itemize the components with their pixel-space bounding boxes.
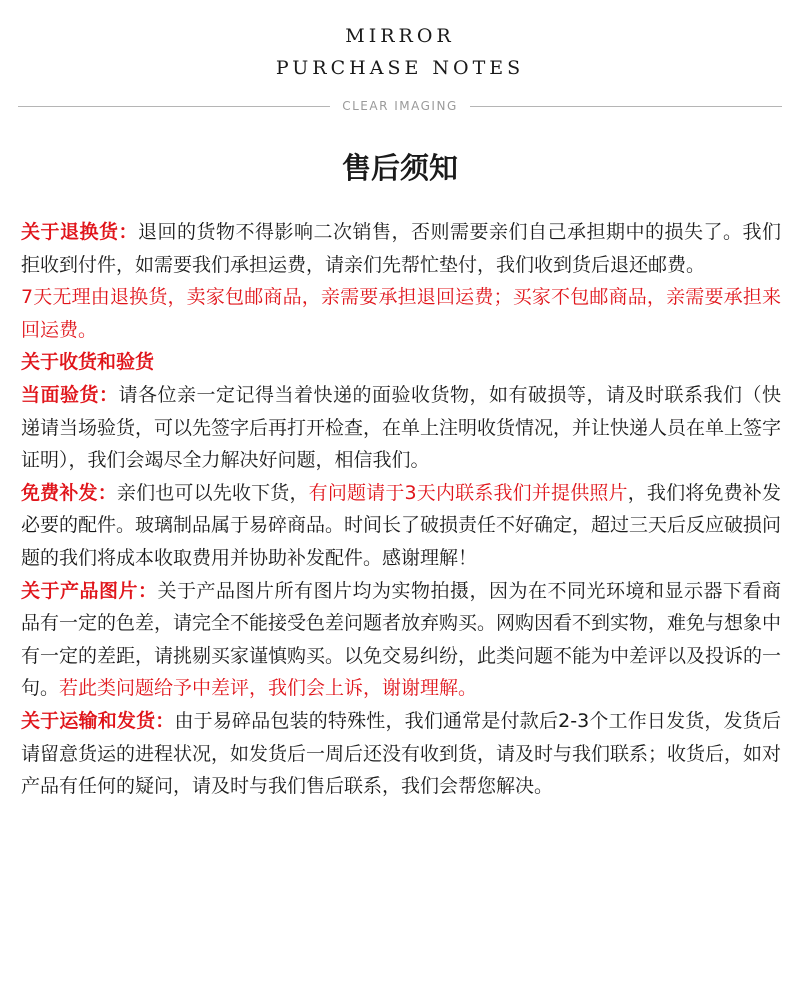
notes-content xyxy=(21,216,781,803)
shipping-body: 由于易碎品包装的特殊性，我们通常是付款后2-3个工作日发货，发货后请留意货运的进程状况，如发货后一周后还没有收到货，请及时与我们联系；收货后，如对产品有任何的疑问，请及时与我们售后联系，我们会帮您解决。 xyxy=(21,709,782,798)
reissue-heading: 免费补发： xyxy=(21,481,117,504)
inspection-section xyxy=(21,379,781,477)
brand-subtitle: PURCHASE NOTES xyxy=(275,57,525,79)
header-divider xyxy=(18,97,782,117)
shipping-heading: 关于运输和发货： xyxy=(21,709,175,732)
page-title: 售后须知 xyxy=(341,151,458,185)
returns-body: 退回的货物不得影响二次销售，否则需要亲们自己承担期中的损失了。我们拒收到付件，如需要我们承担运费，请亲们先帮忙垫付，我们收到货后退还邮费。 xyxy=(21,221,781,276)
images-highlight: 若此类问题给予中差评，我们会上诉，谢谢理解。 xyxy=(59,677,478,700)
shipping-section xyxy=(21,705,781,803)
reissue-section xyxy=(21,477,781,575)
receiving-heading: 关于收货和验货 xyxy=(21,351,155,374)
inspection-body: 请各位亲一定记得当着快递的面验收货物，如有破损等，请及时联系我们（快递请当场验货，可以先签字后再打开检查，在单上注明收货情况，并让快递人员在单上签字证明），我们会竭尽全力解决好问题，相信我们。 xyxy=(21,383,782,472)
policy-section xyxy=(21,281,781,346)
returns-section xyxy=(21,216,781,281)
divider-label: CLEAR IMAGING xyxy=(342,99,458,113)
brand-title: MIRROR xyxy=(345,25,455,47)
reissue-highlight: 有问题请于3天内联系我们并提供照片 xyxy=(308,481,628,504)
returns-heading: 关于退换货： xyxy=(21,221,138,243)
inspection-heading: 当面验货： xyxy=(21,383,119,406)
reissue-body-end: ，我们将免费补发必要的配件。玻璃制品属于易碎商品。时间长了破损责任不好确定，超过三天后反应破损问题的我们将成本收取费用并协助补发配件。感谢理解！ xyxy=(21,481,782,569)
divider-line-right xyxy=(470,106,782,107)
policy-text: 7天无理由退换货，卖家包邮商品，亲需要承担退回运费；买家不包邮商品，亲需要承担来回运费。 xyxy=(21,286,781,341)
images-heading: 关于产品图片： xyxy=(21,579,158,602)
images-body: 关于产品图片所有图片均为实物拍摄，因为在不同光环境和显示器下看商品有一定的色差，请完全不能接受色差问题者放弃购买。网购因看不到实物，难免与想象中有一定的差距，请挑剔买家谨慎购买。以免交易纠纷，此类问题不能为中差评以及投诉的一句。 xyxy=(21,579,782,700)
divider-line-left xyxy=(18,106,330,107)
reissue-body-start: 亲们也可以先收下货， xyxy=(116,481,309,504)
receiving-section xyxy=(21,346,781,379)
header xyxy=(0,0,800,130)
images-section xyxy=(21,575,781,705)
